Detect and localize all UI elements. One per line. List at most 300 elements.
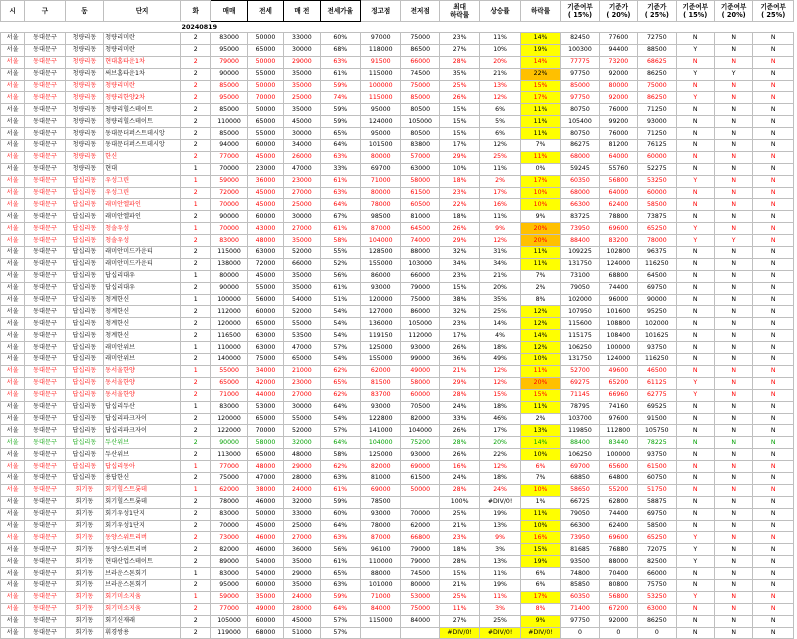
table-cell[interactable]: 23000 [284,175,320,187]
table-cell[interactable]: 80500 [401,128,439,140]
table-cell[interactable]: 회기동 [65,532,103,544]
table-cell[interactable]: 청량리동 [65,151,103,163]
table-cell[interactable]: 브라운스톤회기 [104,568,181,580]
table-cell[interactable]: 서울 [1,247,25,259]
table-cell[interactable]: 2 [181,413,211,425]
table-cell[interactable]: 86250 [638,615,676,627]
table-cell[interactable]: 75000 [401,294,439,306]
table-cell[interactable]: 현대산업스테이트 [104,556,181,568]
table-cell[interactable]: 83000 [211,235,247,247]
table-cell[interactable]: 86250 [638,68,676,80]
table-cell[interactable]: 76125 [638,140,676,152]
table-cell[interactable]: 58500 [638,199,676,211]
table-cell[interactable]: 동대문구 [25,389,65,401]
table-cell[interactable]: 29% [439,151,479,163]
table-cell[interactable]: 23% [439,187,479,199]
table-cell[interactable] [401,496,439,508]
table-cell[interactable]: 답십리동 [65,175,103,187]
table-cell[interactable]: 94400 [599,44,637,56]
column-header[interactable]: 구 [25,1,65,22]
table-cell[interactable]: 서울 [1,56,25,68]
table-cell[interactable]: N [714,306,752,318]
table-cell[interactable]: 29000 [284,56,320,68]
table-cell[interactable]: 76000 [599,128,637,140]
table-cell[interactable]: 2 [181,354,211,366]
table-cell[interactable]: 62% [320,389,360,401]
table-cell[interactable]: 22% [520,68,560,80]
table-cell[interactable]: 우성그린 [104,175,181,187]
table-cell[interactable]: N [676,449,714,461]
table-cell[interactable]: 83000 [211,508,247,520]
table-cell[interactable]: 청량리동 [65,68,103,80]
table-cell[interactable]: 17% [439,140,479,152]
table-cell[interactable]: 청솔우성 [104,235,181,247]
table-cell[interactable]: N [753,365,794,377]
table-cell[interactable]: 78000 [361,199,401,211]
table-cell[interactable]: 28% [439,389,479,401]
table-cell[interactable]: 64000 [599,151,637,163]
table-cell[interactable]: 55000 [247,282,283,294]
table-cell[interactable]: 답십리동 [65,330,103,342]
table-cell[interactable]: 60000 [401,389,439,401]
table-cell[interactable]: N [714,330,752,342]
table-cell[interactable]: 23% [439,318,479,330]
table-cell[interactable]: 65000 [247,449,283,461]
table-cell[interactable]: 99000 [401,354,439,366]
table-cell[interactable]: 6% [520,568,560,580]
table-cell[interactable]: 2 [181,544,211,556]
table-cell[interactable]: 20% [520,223,560,235]
table-cell[interactable]: 답십리동 [65,247,103,259]
table-cell[interactable]: 답십리동 [65,389,103,401]
table-cell[interactable]: 85000 [211,80,247,92]
table-cell[interactable]: 92000 [599,615,637,627]
table-cell[interactable]: 2 [181,330,211,342]
table-cell[interactable]: 21% [439,579,479,591]
table-cell[interactable]: 28000 [284,603,320,615]
table-cell[interactable]: 100300 [561,44,599,56]
table-cell[interactable]: 112800 [599,425,637,437]
table-cell[interactable]: 90000 [211,282,247,294]
column-header[interactable]: 매매 [211,1,247,22]
table-cell[interactable]: 서울 [1,33,25,45]
table-cell[interactable]: 119850 [561,425,599,437]
table-cell[interactable]: 회기동 [65,520,103,532]
table-cell[interactable]: 24% [480,484,520,496]
table-cell[interactable]: N [714,532,752,544]
table-cell[interactable]: 청계한신 [104,306,181,318]
table-cell[interactable]: 회기미소지움 [104,591,181,603]
table-cell[interactable]: 35% [439,68,479,80]
table-cell[interactable]: N [714,365,752,377]
table-cell[interactable]: 2 [181,92,211,104]
table-cell[interactable]: 63% [320,151,360,163]
table-cell[interactable]: 45000 [284,116,320,128]
table-cell[interactable]: N [714,425,752,437]
table-cell[interactable]: N [714,128,752,140]
table-cell[interactable]: 58650 [561,484,599,496]
table-cell[interactable]: Y [714,235,752,247]
table-cell[interactable]: 회기동 [65,579,103,591]
table-cell[interactable]: 35000 [284,579,320,591]
table-cell[interactable]: 동대문구 [25,258,65,270]
table-cell[interactable]: 8% [520,603,560,615]
table-cell[interactable]: 97000 [361,33,401,45]
table-cell[interactable]: 청량리미란 [104,80,181,92]
table-cell[interactable]: 20% [480,56,520,68]
table-cell[interactable]: 35000 [284,282,320,294]
table-cell[interactable]: 2 [181,80,211,92]
table-cell[interactable]: 청량리동 [65,33,103,45]
table-cell[interactable]: 72000 [247,258,283,270]
table-cell[interactable]: N [676,472,714,484]
table-cell[interactable]: 46500 [638,365,676,377]
table-cell[interactable]: 106250 [561,449,599,461]
table-cell[interactable]: 11% [520,258,560,270]
table-cell[interactable]: 서울 [1,187,25,199]
table-cell[interactable]: 100000 [599,342,637,354]
table-cell[interactable]: 8% [520,294,560,306]
table-cell[interactable]: 서울 [1,556,25,568]
table-cell[interactable]: N [676,104,714,116]
table-cell[interactable]: 93750 [638,449,676,461]
table-cell[interactable]: 71000 [361,175,401,187]
table-cell[interactable]: 답십리동아 [104,461,181,473]
table-cell[interactable]: 67% [320,211,360,223]
table-cell[interactable]: 11% [520,247,560,259]
table-cell[interactable]: 61125 [638,377,676,389]
table-cell[interactable]: 46000 [247,532,283,544]
table-cell[interactable]: 35000 [247,591,283,603]
table-cell[interactable]: 래미안미드카운티 [104,258,181,270]
table-cell[interactable]: N [753,175,794,187]
table-cell[interactable]: 동대문더퍼스트데시앙 [104,140,181,152]
table-cell[interactable]: 답십리동 [65,437,103,449]
table-cell[interactable]: 20% [480,437,520,449]
table-cell[interactable]: 73950 [561,532,599,544]
table-cell[interactable]: 서울 [1,175,25,187]
table-cell[interactable]: 28% [439,56,479,68]
table-cell[interactable]: 답십리대우 [104,270,181,282]
table-cell[interactable]: 79050 [561,282,599,294]
table-cell[interactable]: 9% [480,532,520,544]
table-cell[interactable]: 42000 [247,377,283,389]
table-cell[interactable]: 서울 [1,437,25,449]
table-cell[interactable]: N [753,151,794,163]
table-cell[interactable]: 52275 [638,163,676,175]
table-cell[interactable]: 래미안미드카운티 [104,247,181,259]
table-cell[interactable]: 83725 [561,211,599,223]
table-cell[interactable] [361,627,401,639]
table-cell[interactable]: 38000 [247,484,283,496]
table-cell[interactable]: 93000 [401,342,439,354]
table-cell[interactable]: 브라운스톤회기 [104,579,181,591]
table-cell[interactable]: N [714,187,752,199]
table-cell[interactable]: 답십리파크자이 [104,425,181,437]
table-cell[interactable]: 35000 [284,270,320,282]
table-cell[interactable]: 70500 [401,401,439,413]
table-cell[interactable]: 140000 [211,354,247,366]
table-cell[interactable]: 답십리대우 [104,282,181,294]
table-cell[interactable]: 93000 [361,401,401,413]
table-cell[interactable]: 70000 [211,223,247,235]
table-cell[interactable]: 119150 [361,330,401,342]
table-cell[interactable]: 100000 [211,294,247,306]
table-cell[interactable]: N [676,627,714,639]
table-cell[interactable]: 128500 [361,247,401,259]
table-cell[interactable]: 66000 [401,270,439,282]
table-cell[interactable]: 88000 [599,556,637,568]
table-cell[interactable]: 2 [181,472,211,484]
table-cell[interactable]: 2 [181,306,211,318]
table-cell[interactable]: 동대문구 [25,425,65,437]
table-cell[interactable]: 회기우성1단지 [104,508,181,520]
table-cell[interactable]: 동서울한양 [104,389,181,401]
table-cell[interactable]: 서울 [1,544,25,556]
column-header[interactable]: 기준여부 ( 25%) [753,1,794,22]
table-cell[interactable]: 10% [520,187,560,199]
table-cell[interactable]: 동대문구 [25,270,65,282]
table-cell[interactable]: 서울 [1,151,25,163]
table-cell[interactable]: N [714,282,752,294]
table-cell[interactable]: 62% [320,365,360,377]
table-cell[interactable]: 65000 [247,413,283,425]
table-cell[interactable]: 58000 [401,377,439,389]
table-cell[interactable]: 서울 [1,449,25,461]
table-cell[interactable]: 61500 [401,472,439,484]
table-cell[interactable]: N [753,92,794,104]
table-cell[interactable]: 2 [181,128,211,140]
table-cell[interactable]: 53000 [401,591,439,603]
table-cell[interactable]: 6% [520,461,560,473]
table-cell[interactable]: 56% [320,270,360,282]
table-cell[interactable]: 45000 [247,199,283,211]
table-cell[interactable]: 13% [520,425,560,437]
table-cell[interactable]: 11% [520,128,560,140]
table-cell[interactable]: 서울 [1,401,25,413]
table-cell[interactable]: Y [676,544,714,556]
table-cell[interactable]: N [753,140,794,152]
table-cell[interactable]: N [676,282,714,294]
table-cell[interactable]: 동대문구 [25,544,65,556]
table-cell[interactable]: N [753,532,794,544]
table-cell[interactable]: 75000 [638,80,676,92]
table-cell[interactable]: 답십리파크자이 [104,413,181,425]
table-cell[interactable]: 65000 [247,318,283,330]
table-cell[interactable]: 32% [439,247,479,259]
table-cell[interactable]: 동대문구 [25,56,65,68]
table-cell[interactable]: 83200 [599,235,637,247]
table-cell[interactable]: 회기동 [65,508,103,520]
table-cell[interactable]: 96100 [361,544,401,556]
table-cell[interactable]: 답십리동 [65,472,103,484]
table-cell[interactable]: 110000 [211,342,247,354]
table-cell[interactable]: N [714,568,752,580]
table-cell[interactable]: 69000 [361,484,401,496]
table-cell[interactable]: 68% [320,44,360,56]
table-cell[interactable]: 50000 [247,508,283,520]
table-cell[interactable]: 31% [480,247,520,259]
table-cell[interactable]: 60% [320,508,360,520]
table-cell[interactable]: 73875 [638,211,676,223]
table-cell[interactable]: N [714,591,752,603]
table-cell[interactable]: 125000 [361,342,401,354]
table-cell[interactable]: 27000 [284,389,320,401]
table-cell[interactable]: N [714,258,752,270]
table-cell[interactable]: 래미안위브 [104,342,181,354]
table-cell[interactable]: 23% [439,270,479,282]
table-cell[interactable]: 110000 [361,556,401,568]
table-cell[interactable]: 68000 [561,187,599,199]
table-cell[interactable]: 동대문구 [25,44,65,56]
table-cell[interactable]: 70400 [599,568,637,580]
table-cell[interactable]: 27000 [284,187,320,199]
table-cell[interactable]: 청계한신 [104,318,181,330]
table-cell[interactable]: 79050 [561,508,599,520]
table-cell[interactable]: 80500 [401,104,439,116]
table-cell[interactable]: 71145 [561,389,599,401]
table-cell[interactable]: N [714,389,752,401]
table-cell[interactable]: 26% [439,342,479,354]
table-cell[interactable]: 서울 [1,128,25,140]
table-cell[interactable]: 2 [181,68,211,80]
table-cell[interactable]: 63% [320,532,360,544]
table-cell[interactable]: 65250 [638,532,676,544]
table-cell[interactable]: 65000 [247,44,283,56]
table-cell[interactable]: 62% [320,461,360,473]
table-cell[interactable]: 60% [320,33,360,45]
table-cell[interactable]: 동대문구 [25,449,65,461]
table-cell[interactable]: 래미안엘파인 [104,211,181,223]
table-cell[interactable]: 동대문구 [25,484,65,496]
table-cell[interactable]: 82000 [401,413,439,425]
table-cell[interactable]: 64% [320,401,360,413]
table-cell[interactable]: 61% [320,556,360,568]
table-cell[interactable]: 18% [439,544,479,556]
table-cell[interactable]: 57% [320,425,360,437]
table-cell[interactable]: 98500 [361,211,401,223]
table-cell[interactable]: Y [676,532,714,544]
table-cell[interactable]: 한신 [104,151,181,163]
table-cell[interactable]: 21% [480,270,520,282]
table-cell[interactable]: 63% [320,56,360,68]
table-cell[interactable]: 73000 [211,532,247,544]
table-cell[interactable]: 26% [439,92,479,104]
table-cell[interactable]: 44000 [247,389,283,401]
table-cell[interactable]: 2 [181,282,211,294]
table-cell[interactable]: 120000 [211,318,247,330]
table-cell[interactable]: 30000 [284,128,320,140]
table-cell[interactable]: 45000 [284,615,320,627]
table-cell[interactable]: 서울 [1,223,25,235]
table-cell[interactable]: 1 [181,461,211,473]
table-cell[interactable]: 63% [320,187,360,199]
table-cell[interactable]: 답십리동 [65,294,103,306]
table-cell[interactable]: 93750 [638,342,676,354]
column-header[interactable]: 기준여부 ( 15%) [561,1,599,22]
table-cell[interactable]: 동대문구 [25,175,65,187]
table-cell[interactable]: 29% [439,377,479,389]
table-cell[interactable]: 21% [439,365,479,377]
table-cell[interactable]: N [676,330,714,342]
table-cell[interactable]: 28% [439,437,479,449]
table-cell[interactable]: 두산위브 [104,449,181,461]
table-cell[interactable]: 95000 [361,128,401,140]
table-cell[interactable]: 70000 [247,425,283,437]
table-cell[interactable]: 56800 [599,591,637,603]
table-cell[interactable]: 74800 [561,568,599,580]
table-cell[interactable]: 동대문구 [25,330,65,342]
table-cell[interactable]: 21000 [284,365,320,377]
table-cell[interactable]: 34% [439,258,479,270]
table-cell[interactable]: 답십리동 [65,354,103,366]
table-cell[interactable]: 청량리동 [65,44,103,56]
table-cell[interactable]: 60000 [247,211,283,223]
table-cell[interactable]: 57% [320,627,360,639]
table-cell[interactable]: N [714,151,752,163]
table-cell[interactable]: 15% [439,568,479,580]
table-cell[interactable]: 72000 [211,187,247,199]
table-cell[interactable]: 15% [439,104,479,116]
table-cell[interactable]: 12% [480,377,520,389]
table-cell[interactable]: 동대문구 [25,615,65,627]
table-cell[interactable]: 64% [320,199,360,211]
table-cell[interactable]: 서울 [1,68,25,80]
table-cell[interactable]: 33000 [284,33,320,45]
table-cell[interactable]: 20% [480,282,520,294]
table-cell[interactable]: 46% [480,413,520,425]
table-cell[interactable]: 76000 [599,104,637,116]
table-cell[interactable]: 60750 [638,472,676,484]
table-cell[interactable]: Y [676,556,714,568]
column-header[interactable]: 기준여부 ( 20%) [714,1,752,22]
column-header[interactable]: 단지 [104,1,181,22]
table-cell[interactable]: 2% [520,282,560,294]
table-cell[interactable]: 32000 [284,437,320,449]
table-cell[interactable]: 115000 [361,68,401,80]
table-cell[interactable]: 61% [320,223,360,235]
table-cell[interactable]: N [676,520,714,532]
table-cell[interactable]: 19% [480,579,520,591]
table-cell[interactable]: 95000 [211,92,247,104]
table-cell[interactable]: 33% [320,163,360,175]
table-cell[interactable]: 124000 [361,116,401,128]
table-cell[interactable]: N [714,163,752,175]
table-cell[interactable]: Y [676,44,714,56]
table-cell[interactable]: 청량리동 [65,56,103,68]
table-cell[interactable]: N [714,104,752,116]
table-cell[interactable]: 56000 [247,294,283,306]
table-cell[interactable]: 35000 [284,556,320,568]
table-cell[interactable]: 70000 [247,92,283,104]
table-cell[interactable]: 회기힐스트롯데 [104,484,181,496]
table-cell[interactable]: 81000 [361,472,401,484]
table-cell[interactable]: 26% [439,223,479,235]
table-cell[interactable]: 102800 [599,247,637,259]
table-cell[interactable]: 2% [480,175,520,187]
table-cell[interactable]: N [676,484,714,496]
table-cell[interactable]: N [753,187,794,199]
table-cell[interactable]: 105000 [401,318,439,330]
table-cell[interactable]: 79000 [401,556,439,568]
table-cell[interactable]: 동대문구 [25,591,65,603]
table-cell[interactable]: 29000 [284,568,320,580]
table-cell[interactable]: 23000 [247,163,283,175]
table-cell[interactable]: 83700 [361,389,401,401]
table-cell[interactable]: 57% [320,615,360,627]
table-cell[interactable]: N [714,44,752,56]
table-cell[interactable]: 115600 [561,318,599,330]
